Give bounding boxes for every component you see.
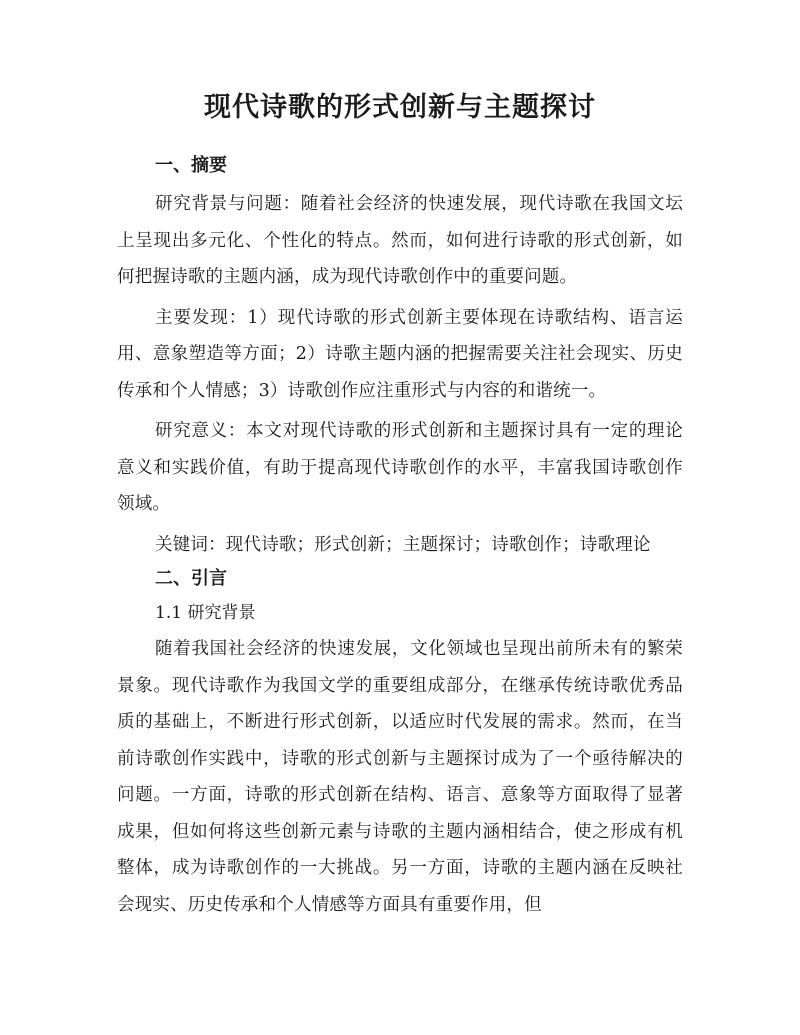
- document-page: [117, 88, 683, 923]
- abstract-background-paragraph: 研究背景与问题：随着社会经济的快速发展，现代诗歌在我国文坛上呈现出多元化、个性化的特点。然而，如何进行诗歌的形式创新，如何把握诗歌的主题内涵，成为现代诗歌创作中的重要问题。: [117, 194, 683, 287]
- document-title: 现代诗歌的形式创新与主题探讨: [204, 92, 596, 123]
- abstract-heading: 一、摘要: [155, 155, 227, 176]
- research-background-subheading: 1.1 研究背景: [155, 603, 256, 623]
- introduction-heading: 二、引言: [155, 568, 227, 589]
- keywords-line: 关键词：现代诗歌；形式创新；主题探讨；诗歌创作；诗歌理论: [155, 534, 651, 555]
- abstract-findings-paragraph: 主要发现：1）现代诗歌的形式创新主要体现在诗歌结构、语言运用、意象塑造等方面；2）诗歌主题内涵的把握需要关注社会现实、历史传承和个人情感；3）诗歌创作应注重形式与内容的和谐统一。: [117, 307, 683, 401]
- introduction-paragraph: 随着我国社会经济的快速发展，文化领域也呈现出前所未有的繁荣景象。现代诗歌作为我国文学的重要组成部分，在继承传统诗歌优秀品质的基础上，不断进行形式创新，以适应时代发展的需求。然而，在当前诗歌创作实践中，诗歌的形式创新与主题探讨成为了一个亟待解决的问题。一方面，诗歌的形式创新在结构、语言、意象等方面取得了显著成果，但如何将这些创新元素与诗歌的主题内涵相结合，使之形成有机整体，成为诗歌创作的一大挑战。另一方面，诗歌的主题内涵在反映社会现实、历史传承和个人情感等方面具有重要作用，但: [117, 639, 683, 915]
- abstract-significance-paragraph: 研究意义：本文对现代诗歌的形式创新和主题探讨具有一定的理论意义和实践价值，有助于提高现代诗歌创作的水平，丰富我国诗歌创作领域。: [117, 421, 683, 514]
